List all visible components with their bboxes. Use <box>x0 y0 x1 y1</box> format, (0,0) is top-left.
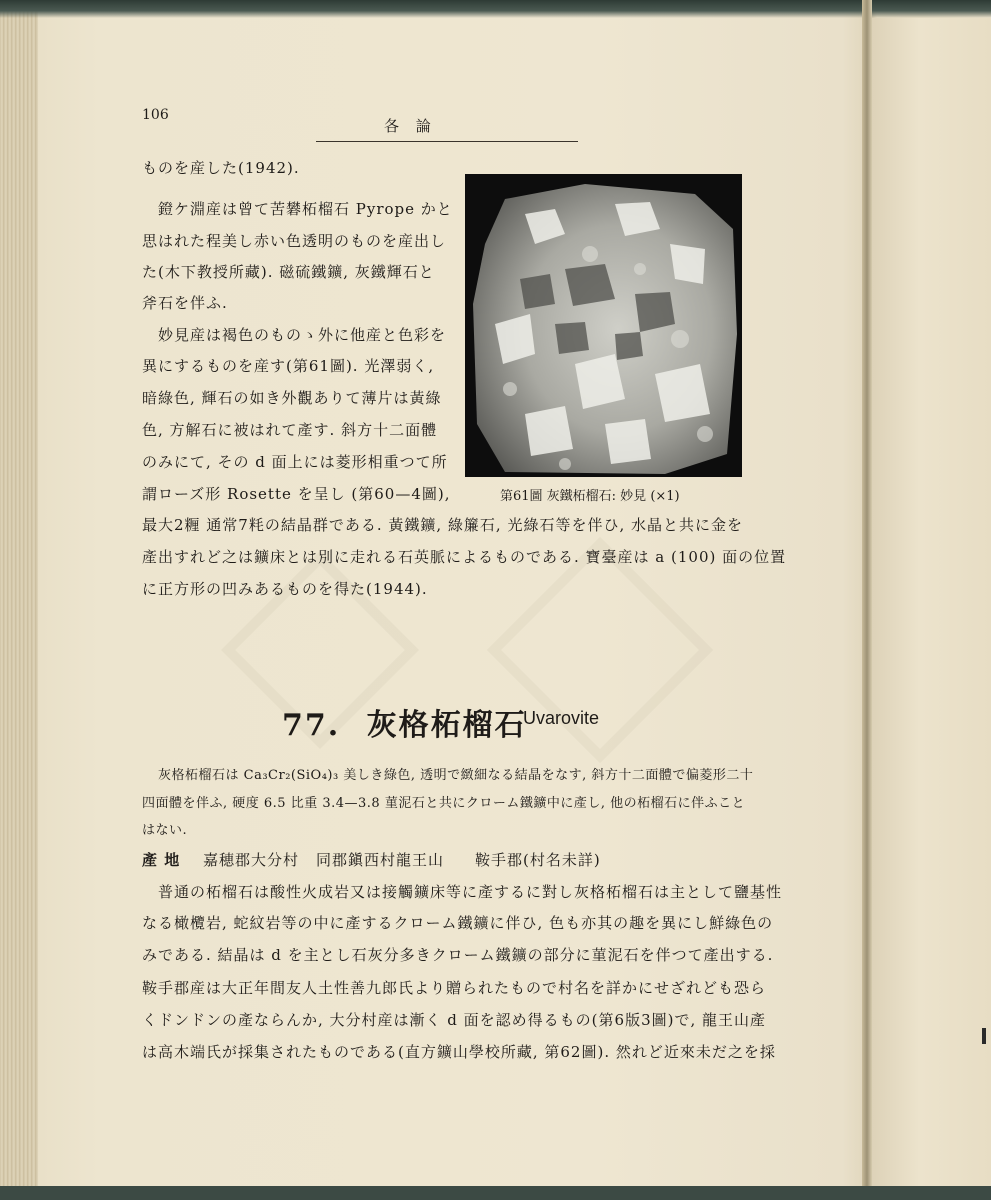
page-stack-edge <box>0 0 38 1200</box>
text-line: 妙見産は褐色のものゝ外に他産と色彩を <box>158 326 447 344</box>
summary-line: 四面體を伴ふ, 硬度 6.5 比重 3.4—3.8 菫泥石と共にクローム鐵鑛中に產し, 他の柘榴石に伴ふこと <box>142 796 746 811</box>
summary-line: はない. <box>142 823 188 838</box>
section-title-en: Uvarovite <box>523 708 600 728</box>
page-number: 106 <box>142 107 169 123</box>
summary-line: 灰格柘榴石は Ca₃Cr₂(SiO₄)₃ 美しき綠色, 透明で緻細なる結晶をなす, 斜方十二面體で偏菱形二十 <box>158 768 754 783</box>
running-header: 各 論 <box>384 117 437 135</box>
text-line: くドンドンの產ならんか, 大分村産は漸く d 面を認め得るもの(第6版3圖)で, 龍王山產 <box>142 1011 767 1029</box>
text-line: 思はれた程美し赤い色透明のものを産出し <box>142 232 447 250</box>
text-line: に正方形の凹みあるものを得た(1944). <box>142 580 428 598</box>
text-line: 產出すれど之は鑛床とは別に走れる石英脈によるものである. 寶臺産は a (100) 面の位置 <box>142 548 787 566</box>
cover-top-edge <box>0 0 991 18</box>
section-number: 77. <box>282 708 341 743</box>
section-heading <box>282 700 527 744</box>
locality-item: 同郡鎭西村龍王山 <box>316 851 445 869</box>
text-line: みである. 結晶は d を主とし石灰分多きクローム鐵鑛の部分に菫泥石を伴つて產出する. <box>142 946 774 964</box>
locality-item: 嘉穂郡大分村 <box>203 851 300 869</box>
cover-bottom-edge <box>0 1186 991 1200</box>
localities-label: 產 地 <box>142 851 181 869</box>
text-line: 最大2糎 通常7粍の結晶群である. 黃鐵鑛, 綠簾石, 光綠石等を伴ひ, 水晶と共に金を <box>142 516 744 534</box>
text-line: 異にするものを産す(第61圖). 光澤弱く, <box>142 357 435 375</box>
text-line: 普通の柘榴石は酸性火成岩又は接觸鑛床等に產するに對し灰格柘榴石は主として鹽基性 <box>158 883 783 901</box>
text-line: なる橄欖岩, 蛇紋岩等の中に產するクローム鐵鑛に伴ひ, 色も亦其の趣を異にし鮮綠色の <box>142 914 774 932</box>
locality-item: 鞍手郡(村名未詳) <box>475 851 601 869</box>
text-line: 斧石を伴ふ. <box>142 294 228 312</box>
facing-page <box>872 18 991 1200</box>
text-line: 謂ローズ形 Rosette を呈し (第60—4圖), <box>142 485 451 503</box>
text-line: は高木端氏が採集されたものである(直方鑛山學校所藏, 第62圖). 然れど近來未だ之を採 <box>142 1043 776 1061</box>
facing-page-mark <box>982 1028 986 1044</box>
header-rule <box>316 141 578 142</box>
text-line: た(木下教授所藏). 磁硫鐵鑛, 灰鐵輝石と <box>142 263 435 281</box>
figure-caption: 第61圖 灰鐵柘榴石: 妙見 (×1) <box>500 489 680 504</box>
text-line: 色, 方解石に被はれて產す. 斜方十二面體 <box>142 421 438 439</box>
text-line: ものを産した(1942). <box>142 159 300 177</box>
text-line: のみにて, その d 面上には菱形相重つて所 <box>142 453 448 471</box>
text-line: 暗綠色, 輝石の如き外觀ありて薄片は黃綠 <box>142 389 442 407</box>
mineral-photo <box>465 174 742 477</box>
mineral-photo-image <box>465 174 742 477</box>
text-line: 鐙ケ淵産は曾て苦礬柘榴石 Pyrope かと <box>158 200 453 218</box>
section-title-ja: 灰格柘榴石 <box>366 708 527 743</box>
book-gutter <box>862 0 872 1200</box>
text-line: 鞍手郡産は大正年間友人土性善九郎氏より贈られたもので村名を詳かにせざれども恐ら <box>142 979 767 997</box>
